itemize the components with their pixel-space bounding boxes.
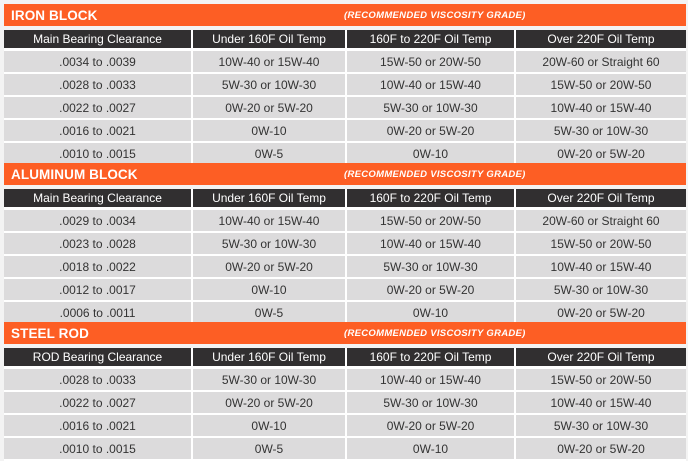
table-cell: 0W-20 or 5W-20 [347, 279, 516, 302]
section-title: STEEL ROD [11, 325, 89, 341]
viscosity-table [4, 189, 686, 325]
column-header: 160F to 220F Oil Temp [347, 348, 516, 369]
table-cell: 15W-50 or 20W-50 [347, 210, 516, 233]
table-cell: .0028 to .0033 [4, 369, 193, 392]
column-header: Over 220F Oil Temp [516, 348, 686, 369]
column-header: 160F to 220F Oil Temp [347, 189, 516, 210]
column-header: Main Bearing Clearance [4, 189, 193, 210]
table-cell: 15W-50 or 20W-50 [347, 51, 516, 74]
table-row [4, 74, 686, 97]
table-row [4, 233, 686, 256]
table-cell: 5W-30 or 10W-30 [516, 279, 686, 302]
viscosity-table [4, 348, 686, 461]
column-header: Under 160F Oil Temp [193, 189, 347, 210]
table-cell: 0W-20 or 5W-20 [193, 256, 347, 279]
table-cell: .0029 to .0034 [4, 210, 193, 233]
section-steel-rod [4, 322, 686, 461]
table-cell: .0010 to .0015 [4, 143, 193, 166]
table-cell: .0028 to .0033 [4, 74, 193, 97]
table-row [4, 120, 686, 143]
table-cell: 0W-5 [193, 143, 347, 166]
section-iron-block [4, 4, 686, 166]
table-cell: 5W-30 or 10W-30 [347, 392, 516, 415]
table-cell: 5W-30 or 10W-30 [347, 97, 516, 120]
table-row [4, 256, 686, 279]
table-header-row [4, 30, 686, 51]
table-row [4, 369, 686, 392]
table-cell: .0022 to .0027 [4, 97, 193, 120]
section-subtitle: (RECOMMENDED VISCOSITY GRADE) [344, 168, 526, 180]
table-cell: 0W-20 or 5W-20 [516, 438, 686, 461]
table-cell: 0W-20 or 5W-20 [347, 415, 516, 438]
table-row [4, 438, 686, 461]
table-cell: 10W-40 or 15W-40 [193, 51, 347, 74]
table-cell: 0W-20 or 5W-20 [516, 143, 686, 166]
column-header: Under 160F Oil Temp [193, 30, 347, 51]
table-cell: 10W-40 or 15W-40 [347, 233, 516, 256]
table-cell: .0016 to .0021 [4, 120, 193, 143]
table-cell: 10W-40 or 15W-40 [516, 256, 686, 279]
table-cell: .0023 to .0028 [4, 233, 193, 256]
section-title: ALUMINUM BLOCK [11, 166, 138, 182]
table-cell: 10W-40 or 15W-40 [516, 392, 686, 415]
table-cell: 0W-20 or 5W-20 [193, 97, 347, 120]
table-cell: 0W-5 [193, 438, 347, 461]
table-cell: 0W-5 [193, 302, 347, 325]
section-subtitle: (RECOMMENDED VISCOSITY GRADE) [344, 9, 526, 21]
column-header: 160F to 220F Oil Temp [347, 30, 516, 51]
table-cell: 0W-10 [193, 415, 347, 438]
table-cell: 10W-40 or 15W-40 [347, 369, 516, 392]
table-cell: .0006 to .0011 [4, 302, 193, 325]
section-banner [4, 163, 686, 185]
table-cell: 0W-20 or 5W-20 [193, 392, 347, 415]
section-banner [4, 322, 686, 344]
table-row [4, 51, 686, 74]
column-header: ROD Bearing Clearance [4, 348, 193, 369]
table-cell: 0W-10 [347, 438, 516, 461]
column-header: Over 220F Oil Temp [516, 30, 686, 51]
table-row [4, 279, 686, 302]
table-row [4, 97, 686, 120]
table-cell: 0W-10 [193, 279, 347, 302]
table-cell: 15W-50 or 20W-50 [516, 74, 686, 97]
table-row [4, 210, 686, 233]
table-cell: 0W-10 [193, 120, 347, 143]
section-subtitle: (RECOMMENDED VISCOSITY GRADE) [344, 327, 526, 339]
table-cell: 10W-40 or 15W-40 [347, 74, 516, 97]
table-cell: 5W-30 or 10W-30 [193, 233, 347, 256]
section-banner [4, 4, 686, 26]
table-cell: 10W-40 or 15W-40 [516, 97, 686, 120]
table-cell: 5W-30 or 10W-30 [347, 256, 516, 279]
table-cell: .0010 to .0015 [4, 438, 193, 461]
table-cell: 0W-20 or 5W-20 [516, 302, 686, 325]
table-cell: 0W-20 or 5W-20 [347, 120, 516, 143]
table-header-row [4, 189, 686, 210]
table-cell: 0W-10 [347, 143, 516, 166]
section-aluminum-block [4, 163, 686, 325]
table-cell: .0034 to .0039 [4, 51, 193, 74]
column-header: Main Bearing Clearance [4, 30, 193, 51]
column-header: Under 160F Oil Temp [193, 348, 347, 369]
table-cell: 0W-10 [347, 302, 516, 325]
table-cell: 5W-30 or 10W-30 [516, 415, 686, 438]
table-cell: .0016 to .0021 [4, 415, 193, 438]
table-cell: 20W-60 or Straight 60 [516, 210, 686, 233]
table-row [4, 415, 686, 438]
table-cell: 5W-30 or 10W-30 [516, 120, 686, 143]
table-cell: 15W-50 or 20W-50 [516, 233, 686, 256]
table-cell: 5W-30 or 10W-30 [193, 369, 347, 392]
column-header: Over 220F Oil Temp [516, 189, 686, 210]
viscosity-table [4, 30, 686, 166]
table-row [4, 392, 686, 415]
table-cell: .0018 to .0022 [4, 256, 193, 279]
table-cell: 15W-50 or 20W-50 [516, 369, 686, 392]
section-title: IRON BLOCK [11, 7, 98, 23]
table-cell: 5W-30 or 10W-30 [193, 74, 347, 97]
table-cell: .0022 to .0027 [4, 392, 193, 415]
table-header-row [4, 348, 686, 369]
table-cell: 10W-40 or 15W-40 [193, 210, 347, 233]
table-cell: .0012 to .0017 [4, 279, 193, 302]
table-cell: 20W-60 or Straight 60 [516, 51, 686, 74]
